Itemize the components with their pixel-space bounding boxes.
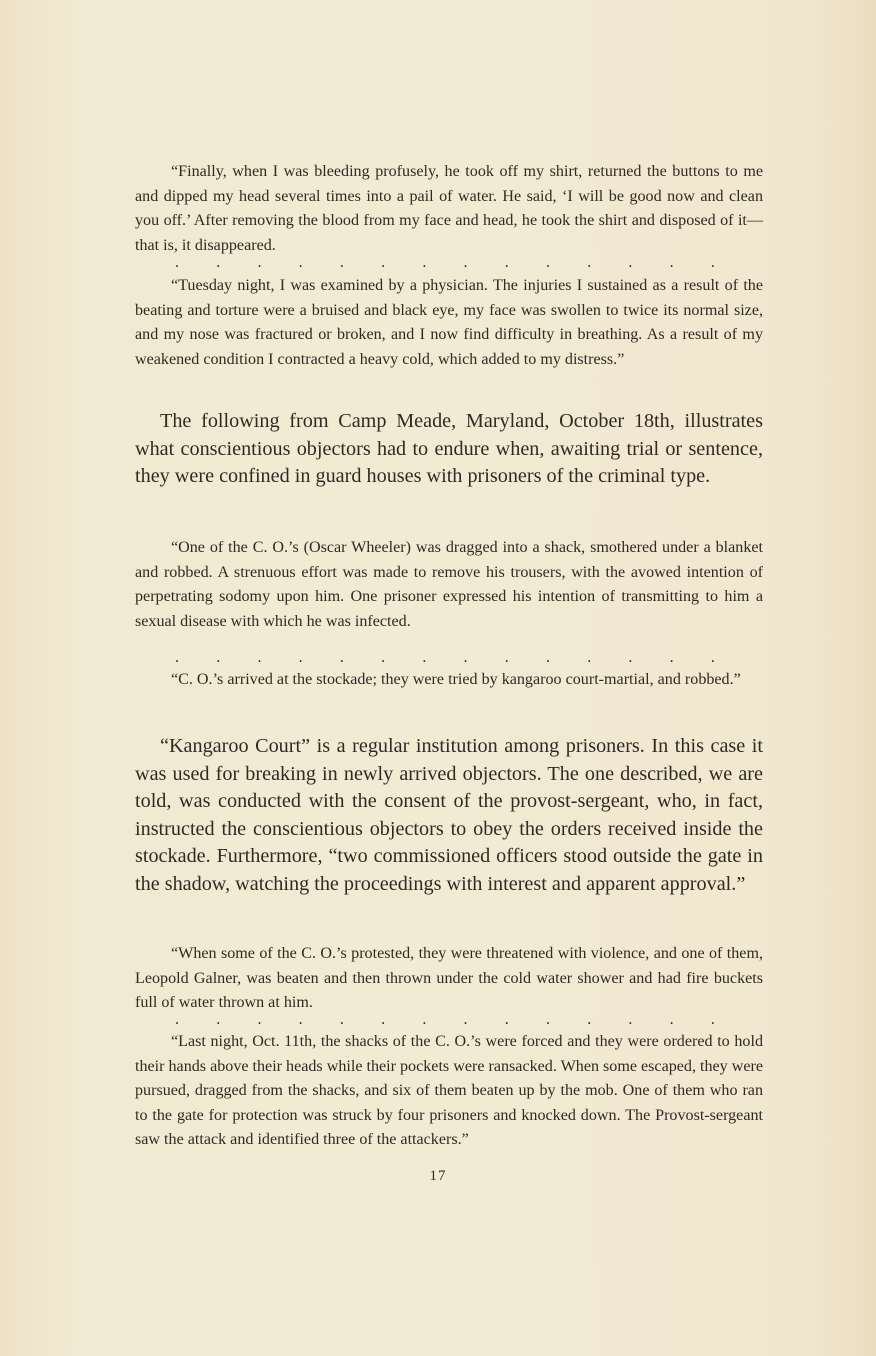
dot: . [257,254,262,271]
quote-oscar-wheeler [135,536,763,634]
quote-tuesday-night [135,274,763,372]
quote-finally [135,160,763,258]
dot: . [339,649,344,666]
dot: . [628,1011,633,1028]
dot: . [381,649,386,666]
dot: . [257,1011,262,1028]
page-number: 17 [429,1168,447,1184]
body-paragraph-camp-meade [135,408,763,491]
dot: . [710,649,715,666]
dot: . [298,649,303,666]
dot: . [298,1011,303,1028]
dot: . [504,649,509,666]
quote-paragraph: “Tuesday night, I was examined by a physician. The injuries I sustained as a result of the beating and torture were a bruised and black eye, my face was swollen to twice its normal size, and my nose was fractured or broken, and I now find difficulty in breathing. As a result of my weakened condition I contracted a heavy cold, which added to my distress.” [135,277,763,368]
ellipsis-row [175,649,715,666]
ellipsis-row [175,254,715,271]
body-paragraph: “Kangaroo Court” is a regular institution among prisoners. In this case it was used for breaking in newly arrived objectors. The one described, we are told, was conducted with the consent of the provost-sergeant, who, in fact, instructed the conscientious objectors to obey the orders received inside the stockade. Furthermore, “two commissioned officers stood outside the gate in the shadow, watching the proceedings with interest and apparent approval.” [135,735,763,895]
dot: . [463,649,468,666]
dot: . [545,1011,550,1028]
dot: . [545,254,550,271]
dot: . [587,649,592,666]
quote-last-night [135,1030,763,1153]
body-paragraph-kangaroo-court [135,733,763,898]
ellipsis-row [175,1011,715,1028]
dot: . [463,1011,468,1028]
dot: . [339,254,344,271]
body-paragraph: The following from Camp Meade, Maryland, October 18th, illustrates what conscientious objectors had to endure when, awaiting trial or sentence, they were confined in guard houses with prisoners of the criminal type. [135,410,763,487]
quote-leopold-galner [135,942,763,1016]
dot: . [422,1011,427,1028]
dot: . [710,254,715,271]
quote-paragraph: “Finally, when I was bleeding profusely, he took off my shirt, returned the buttons to me and dipped my head several times into a pail of water. He said, ‘I will be good now and clean you off.’ After removing the blood from my face and head, he took the shirt and disposed of it—that is, it disappeared. [135,163,763,254]
dot: . [257,649,262,666]
dot: . [175,649,179,666]
dot: . [175,254,179,271]
dot: . [504,1011,509,1028]
dot: . [628,649,633,666]
dot: . [669,1011,674,1028]
quote-paragraph: “Last night, Oct. 11th, the shacks of the C. O.’s were forced and they were ordered to hold their hands above their heads while their pockets were ransacked. When some escaped, they were pursued, dragged from the shacks, and six of them beaten up by the mob. One of them who ran to the gate for protection was struck by four prisoners and knocked down. The Provost-sergeant saw the attack and identified three of the attackers.” [135,1033,764,1148]
dot: . [422,649,427,666]
dot: . [298,254,303,271]
quote-paragraph: “C. O.’s arrived at the stockade; they were tried by kangaroo court-martial, and robbed.” [171,671,741,688]
dot: . [216,1011,221,1028]
dot: . [175,1011,179,1028]
dot: . [422,254,427,271]
dot: . [216,649,221,666]
quote-paragraph: “One of the C. O.’s (Oscar Wheeler) was dragged into a shack, smothered under a blanket and robbed. A strenuous effort was made to remove his trousers, with the avowed intention of perpetrating sodomy upon him. One prisoner expressed his intention of transmitting to him a sexual disease with which he was infected. [135,539,763,630]
dot: . [669,649,674,666]
dot: . [216,254,221,271]
quote-stockade [135,668,763,693]
quote-paragraph: “When some of the C. O.’s protested, they were threatened with violence, and one of them, Leopold Galner, was beaten and then thrown under the cold water shower and had fire buckets full of water thrown at him. [135,945,763,1011]
dot: . [504,254,509,271]
dot: . [381,1011,386,1028]
dot: . [628,254,633,271]
dot: . [710,1011,715,1028]
dot: . [587,254,592,271]
dot: . [381,254,386,271]
dot: . [463,254,468,271]
dot: . [669,254,674,271]
dot: . [339,1011,344,1028]
dot: . [587,1011,592,1028]
dot: . [545,649,550,666]
